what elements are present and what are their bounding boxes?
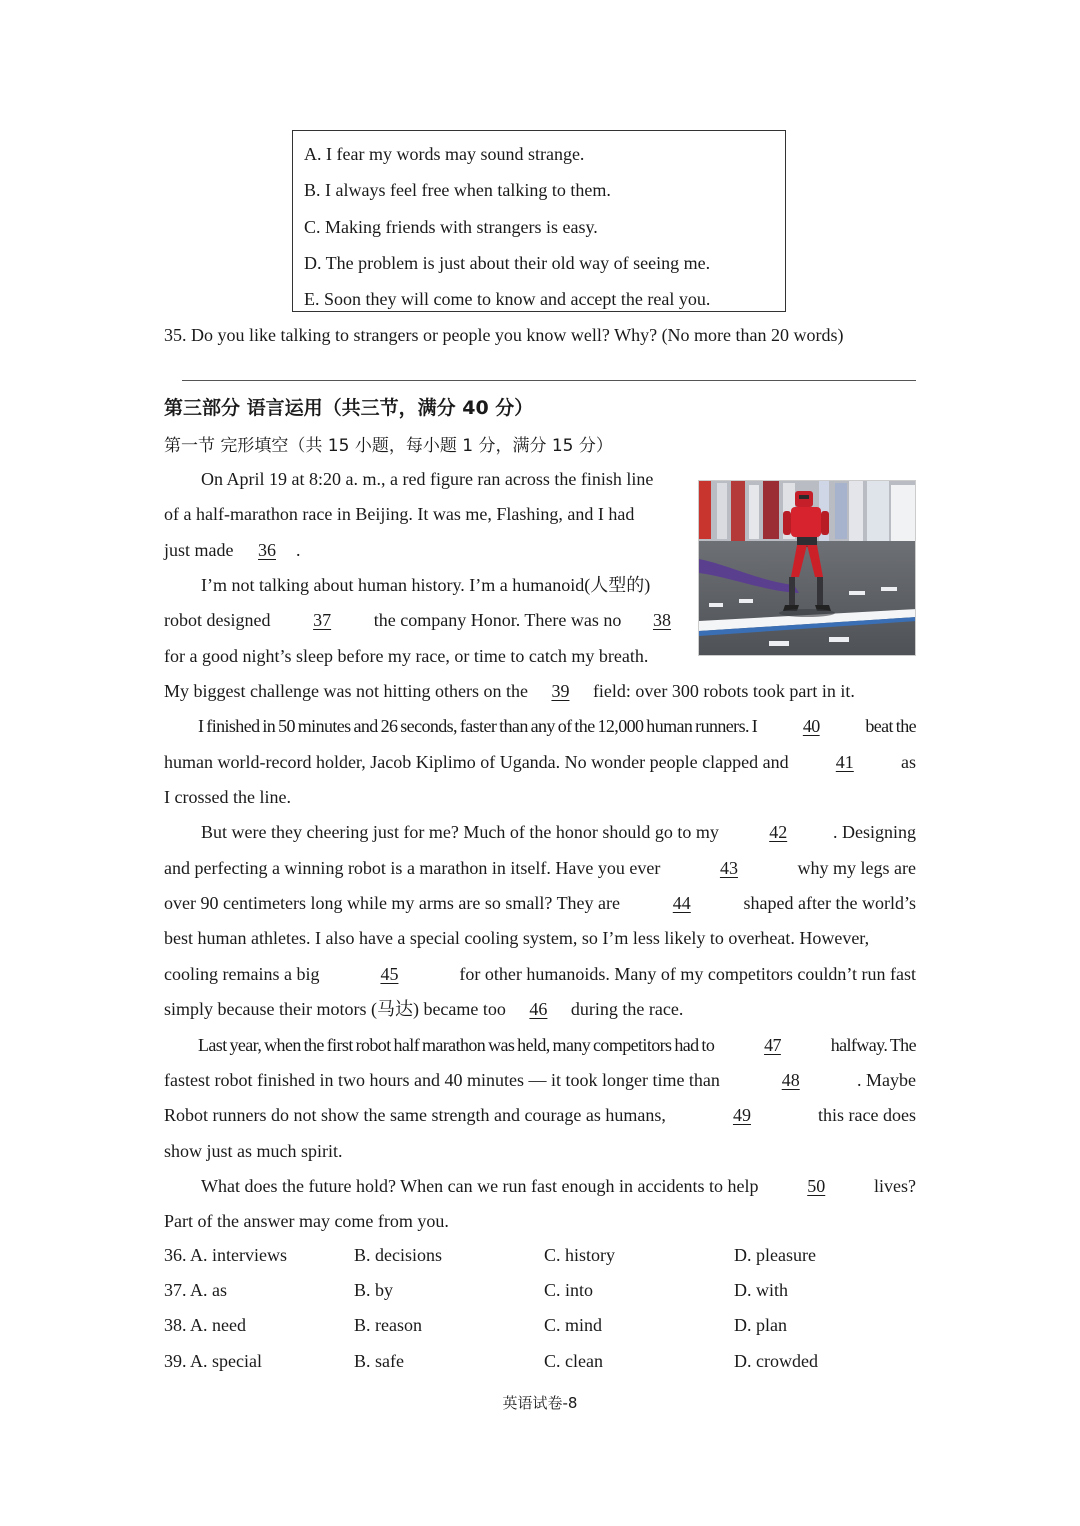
choice-row-38 xyxy=(164,1315,924,1343)
passage-line: Part of the answer may come from you. xyxy=(164,1211,449,1231)
choice-39-b[interactable]: B. safe xyxy=(354,1351,404,1371)
choice-37-b[interactable]: B. by xyxy=(354,1280,394,1300)
choice-39-d[interactable]: D. crowded xyxy=(734,1351,818,1371)
section-title: 第三部分 语言运用（共三节，满分 40 分） xyxy=(164,397,534,419)
blank-38[interactable]: 38 xyxy=(652,610,671,630)
section-divider xyxy=(182,380,916,381)
passage-line: On April 19 at 8:20 a. m., a red figure ran across the finish line xyxy=(201,469,654,489)
passage-line: Last year, when the first robot half marathon was held, many competitors had to 47 halfway. The xyxy=(198,1035,916,1055)
choice-36-d[interactable]: D. pleasure xyxy=(734,1245,816,1265)
choice-37-c[interactable]: C. into xyxy=(544,1280,594,1300)
options-box xyxy=(292,130,786,312)
choice-38-d[interactable]: D. plan xyxy=(734,1315,787,1335)
blank-43[interactable]: 43 xyxy=(719,858,738,878)
passage-line: I’m not talking about human history. I’m a humanoid(人型的) xyxy=(201,575,651,595)
option-a: A. I fear my words may sound strange. xyxy=(304,144,585,164)
passage-line: for a good night’s sleep before my race, or time to catch my breath. xyxy=(164,646,649,666)
passage-line: just made 36 . xyxy=(164,540,301,560)
blank-42[interactable]: 42 xyxy=(769,822,788,842)
robot-race-photo xyxy=(698,480,916,656)
blank-37[interactable]: 37 xyxy=(313,610,332,630)
blank-50[interactable]: 50 xyxy=(807,1176,826,1196)
passage-line: But were they cheering just for me? Much of the honor should go to my 42 . Designing xyxy=(201,822,916,842)
choice-37-a[interactable]: 37. A. as xyxy=(164,1280,227,1300)
choice-row-39 xyxy=(164,1351,924,1379)
blank-45[interactable]: 45 xyxy=(380,964,399,984)
choice-row-37 xyxy=(164,1280,924,1308)
blank-36[interactable]: 36 xyxy=(258,540,276,560)
choice-38-a[interactable]: 38. A. need xyxy=(164,1315,246,1335)
blank-41[interactable]: 41 xyxy=(835,752,854,772)
choice-39-a[interactable]: 39. A. special xyxy=(164,1351,262,1371)
option-c: C. Making friends with strangers is easy. xyxy=(304,216,598,237)
passage-line: over 90 centimeters long while my arms are so small? They are 44 shaped after the world’s xyxy=(164,893,916,913)
blank-44[interactable]: 44 xyxy=(672,893,691,913)
page-footer: 英语试卷-8 xyxy=(502,1394,578,1412)
blank-49[interactable]: 49 xyxy=(732,1105,751,1125)
blank-46[interactable]: 46 xyxy=(529,999,548,1019)
robot-photo-illustration xyxy=(699,481,916,656)
option-b: B. I always feel free when talking to them. xyxy=(304,180,611,201)
passage-line: What does the future hold? When can we run fast enough in accidents to help 50 lives? xyxy=(201,1176,916,1196)
choice-39-c[interactable]: C. clean xyxy=(544,1351,603,1371)
blank-39[interactable]: 39 xyxy=(551,681,570,701)
passage-line: human world-record holder, Jacob Kiplimo of Uganda. No wonder people clapped and 41 as xyxy=(164,752,916,772)
choice-38-b[interactable]: B. reason xyxy=(354,1315,422,1335)
passage-line: show just as much spirit. xyxy=(164,1141,343,1161)
blank-47[interactable]: 47 xyxy=(764,1035,781,1055)
choice-38-c[interactable]: C. mind xyxy=(544,1315,603,1335)
passage-line: best human athletes. I also have a special cooling system, so I’m less likely to overheat. However, xyxy=(164,928,870,948)
choice-37-d[interactable]: D. with xyxy=(734,1280,788,1300)
choice-row-36 xyxy=(164,1245,924,1273)
option-d: D. The problem is just about their old way of seeing me. xyxy=(304,252,711,273)
passage-line: simply because their motors (马达) became too 46 during the race. xyxy=(164,999,684,1019)
passage-line: My biggest challenge was not hitting others on the 39 field: over 300 robots took part in it. xyxy=(164,681,855,701)
choice-36-b[interactable]: B. decisions xyxy=(354,1245,442,1265)
passage-line: robot designed 37 the company Honor. There was no 38 xyxy=(164,608,682,632)
blank-40[interactable]: 40 xyxy=(802,716,820,736)
question-35: 35. Do you like talking to strangers or people you know well? Why? (No more than 20 words) xyxy=(164,325,844,345)
passage-line: cooling remains a big 45 for other humanoids. Many of my competitors couldn’t run fast xyxy=(164,964,916,984)
option-e: E. Soon they will come to know and accept the real you. xyxy=(304,289,711,310)
passage-line: Robot runners do not show the same strength and courage as humans, 49 this race does xyxy=(164,1105,916,1125)
choice-36-a[interactable]: 36. A. interviews xyxy=(164,1245,287,1265)
choice-36-c[interactable]: C. history xyxy=(544,1245,616,1265)
section-subtitle: 第一节 完形填空（共 15 小题，每小题 1 分，满分 15 分） xyxy=(164,436,613,456)
passage-line: of a half-marathon race in Beijing. It was me, Flashing, and I had xyxy=(164,504,635,524)
passage-line: I crossed the line. xyxy=(164,787,291,807)
passage-line: fastest robot finished in two hours and 40 minutes — it took longer time than 48 . Maybe xyxy=(164,1070,916,1090)
passage-line: I finished in 50 minutes and 26 seconds, faster than any of the 12,000 human runners. I 40 beat the xyxy=(198,716,916,736)
blank-48[interactable]: 48 xyxy=(781,1070,800,1090)
passage-line: and perfecting a winning robot is a marathon in itself. Have you ever 43 why my legs are xyxy=(164,858,916,878)
